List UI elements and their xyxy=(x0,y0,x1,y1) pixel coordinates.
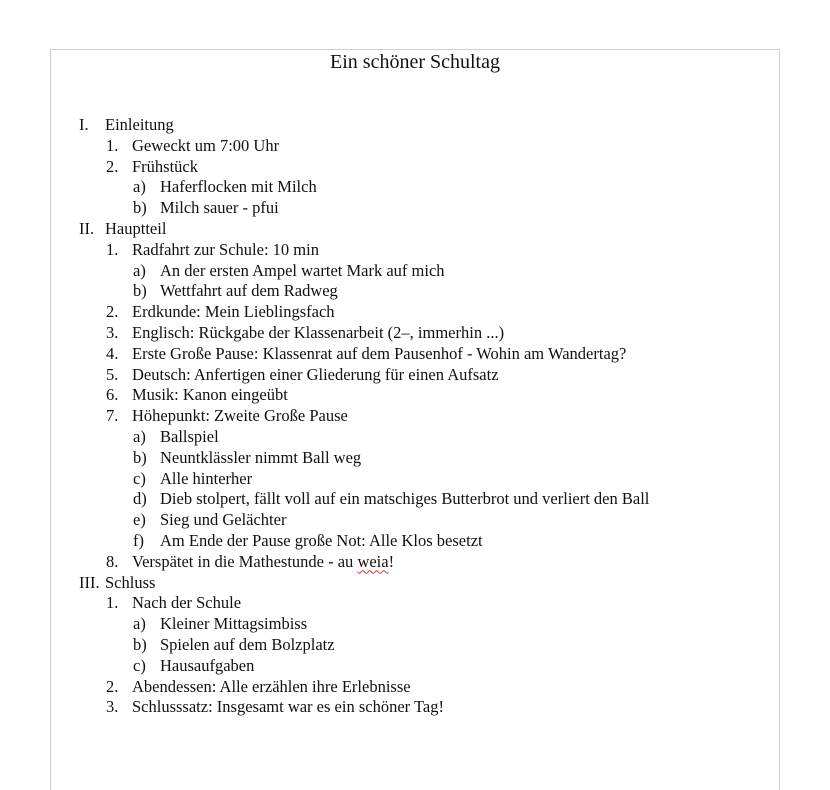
outline-text xyxy=(132,385,288,406)
outline-text-main: Haferflocken mit Milch xyxy=(160,177,317,197)
outline-marker: 7. xyxy=(106,406,119,426)
outline-marker: b) xyxy=(133,447,147,467)
outline-text xyxy=(132,406,348,427)
outline-text-main: Frühstück xyxy=(132,156,198,176)
outline-text xyxy=(132,157,198,178)
outline-item-level-3 xyxy=(0,469,830,490)
outline-text xyxy=(105,115,174,136)
outline-item-level-3 xyxy=(0,427,830,448)
outline-text xyxy=(132,302,335,323)
outline-text xyxy=(160,427,219,448)
outline-marker: 8. xyxy=(106,551,119,571)
outline-text-main: Englisch: Rückgabe der Klassenarbeit (2–, immerhin ...) xyxy=(132,322,505,342)
outline-text xyxy=(132,240,319,261)
outline-text-main: Erdkunde: Mein Lieblingsfach xyxy=(132,302,335,322)
outline-text-main: Abendessen: Alle erzählen ihre Erlebnisse xyxy=(132,676,411,696)
outline-text xyxy=(160,510,286,531)
outline-marker: 4. xyxy=(106,343,119,363)
outline-text xyxy=(160,469,252,490)
outline-item-level-3 xyxy=(0,261,830,282)
outline-text xyxy=(160,635,335,656)
outline-item-level-3 xyxy=(0,281,830,302)
outline-marker: b) xyxy=(133,634,147,654)
outline-text-main: Schlusssatz: Insgesamt war es ein schöner Tag! xyxy=(132,697,444,717)
outline-text-main: Einleitung xyxy=(105,115,174,134)
outline-text xyxy=(132,365,499,386)
outline-text xyxy=(132,323,504,344)
outline-marker: a) xyxy=(133,260,146,280)
outline-marker: III. xyxy=(79,572,100,592)
outline-item-level-2 xyxy=(0,406,830,427)
outline-text-main: Radfahrt zur Schule: 10 min xyxy=(132,239,319,259)
outline-marker: 1. xyxy=(106,135,119,155)
outline-item-level-2 xyxy=(0,365,830,386)
outline-text-main: Nach der Schule xyxy=(132,593,242,613)
outline-text-main: Deutsch: Anfertigen einer Gliederung für einen Aufsatz xyxy=(132,364,499,384)
outline-marker: b) xyxy=(133,198,147,218)
outline-item-level-3 xyxy=(0,177,830,198)
outline-item-level-2 xyxy=(0,136,830,157)
outline-text xyxy=(132,677,411,698)
outline-text-main: Erste Große Pause: Klassenrat auf dem Pausenhof - Wohin am Wandertag? xyxy=(132,343,627,363)
outline-item-level-3 xyxy=(0,510,830,531)
outline-item-level-3 xyxy=(0,635,830,656)
outline-item-level-1 xyxy=(0,115,830,136)
outline-list xyxy=(0,115,830,718)
outline-text xyxy=(160,261,445,282)
outline-text-main: Spielen auf dem Bolzplatz xyxy=(160,634,335,654)
outline-text-main: Alle hinterher xyxy=(160,468,253,488)
outline-text xyxy=(105,219,166,240)
outline-text-main: Dieb stolpert, fällt voll auf ein matschiges Butterbrot und verliert den Ball xyxy=(160,489,650,509)
outline-item-level-3 xyxy=(0,614,830,635)
outline-text-suffix: ! xyxy=(388,551,395,571)
outline-item-level-3 xyxy=(0,198,830,219)
spellcheck-word: weia xyxy=(357,551,389,571)
outline-text-main: Höhepunkt: Zweite Große Pause xyxy=(132,406,348,426)
outline-text xyxy=(132,593,241,614)
outline-item-level-3 xyxy=(0,656,830,677)
outline-item-level-3 xyxy=(0,531,830,552)
outline-item-level-2 xyxy=(0,157,830,178)
outline-item-level-2 xyxy=(0,240,830,261)
outline-text xyxy=(160,489,649,510)
outline-text-main: Hauptteil xyxy=(105,218,167,238)
outline-marker: 2. xyxy=(106,156,119,176)
outline-marker: d) xyxy=(133,489,147,509)
outline-text-main: Musik: Kanon eingeübt xyxy=(132,385,288,405)
outline-marker: 1. xyxy=(106,239,119,259)
outline-marker: b) xyxy=(133,281,147,301)
outline-text-main: An der ersten Ampel wartet Mark auf mich xyxy=(160,260,445,280)
outline-item-level-2 xyxy=(0,302,830,323)
outline-item-level-2 xyxy=(0,677,830,698)
outline-text xyxy=(160,531,483,552)
outline-text-main: Kleiner Mittagsimbiss xyxy=(160,614,308,634)
outline-item-level-2 xyxy=(0,344,830,365)
outline-text xyxy=(160,448,361,469)
outline-marker: 5. xyxy=(106,364,119,384)
outline-text-main: Am Ende der Pause große Not: Alle Klos besetzt xyxy=(160,530,483,550)
outline-marker: e) xyxy=(133,510,146,530)
outline-marker: c) xyxy=(133,468,146,488)
outline-text-main: Sieg und Gelächter xyxy=(160,510,287,530)
outline-marker: c) xyxy=(133,655,146,675)
outline-marker: 3. xyxy=(106,697,119,717)
outline-item-level-2 xyxy=(0,593,830,614)
outline-text xyxy=(160,656,254,677)
outline-item-level-2 xyxy=(0,697,830,718)
outline-item-level-2 xyxy=(0,385,830,406)
outline-item-level-3 xyxy=(0,448,830,469)
outline-text-main: Schluss xyxy=(105,572,156,592)
outline-marker: 2. xyxy=(106,676,119,696)
outline-marker: 6. xyxy=(106,385,119,405)
outline-item-level-2 xyxy=(0,552,830,573)
outline-marker: 2. xyxy=(106,302,119,322)
outline-text xyxy=(132,552,394,573)
outline-text xyxy=(160,198,279,219)
outline-text xyxy=(160,281,338,302)
outline-text xyxy=(132,136,279,157)
outline-marker: a) xyxy=(133,177,146,197)
document-title: Ein schöner Schultag xyxy=(330,51,500,73)
outline-item-level-3 xyxy=(0,489,830,510)
outline-marker: f) xyxy=(133,530,144,550)
outline-marker: I. xyxy=(79,115,89,134)
outline-text xyxy=(160,177,317,198)
outline-text-main: Hausaufgaben xyxy=(160,655,255,675)
outline-text xyxy=(132,344,626,365)
outline-item-level-1 xyxy=(0,573,830,594)
outline-text xyxy=(105,573,155,594)
outline-item-level-1 xyxy=(0,219,830,240)
outline-text-main: Neuntklässler nimmt Ball weg xyxy=(160,447,362,467)
outline-text-main: Geweckt um 7:00 Uhr xyxy=(132,135,280,155)
outline-item-level-2 xyxy=(0,323,830,344)
outline-text-main: Milch sauer - pfui xyxy=(160,198,279,218)
outline-text-main: Verspätet in die Mathestunde - au xyxy=(132,551,358,571)
outline-text xyxy=(132,697,444,718)
outline-text-main: Wettfahrt auf dem Radweg xyxy=(160,281,338,301)
outline-marker: a) xyxy=(133,614,146,634)
outline-text-main: Ballspiel xyxy=(160,426,219,446)
outline-text xyxy=(160,614,307,635)
outline-marker: 3. xyxy=(106,322,119,342)
outline-marker: a) xyxy=(133,426,146,446)
outline-marker: II. xyxy=(79,218,95,238)
outline-marker: 1. xyxy=(106,593,119,613)
